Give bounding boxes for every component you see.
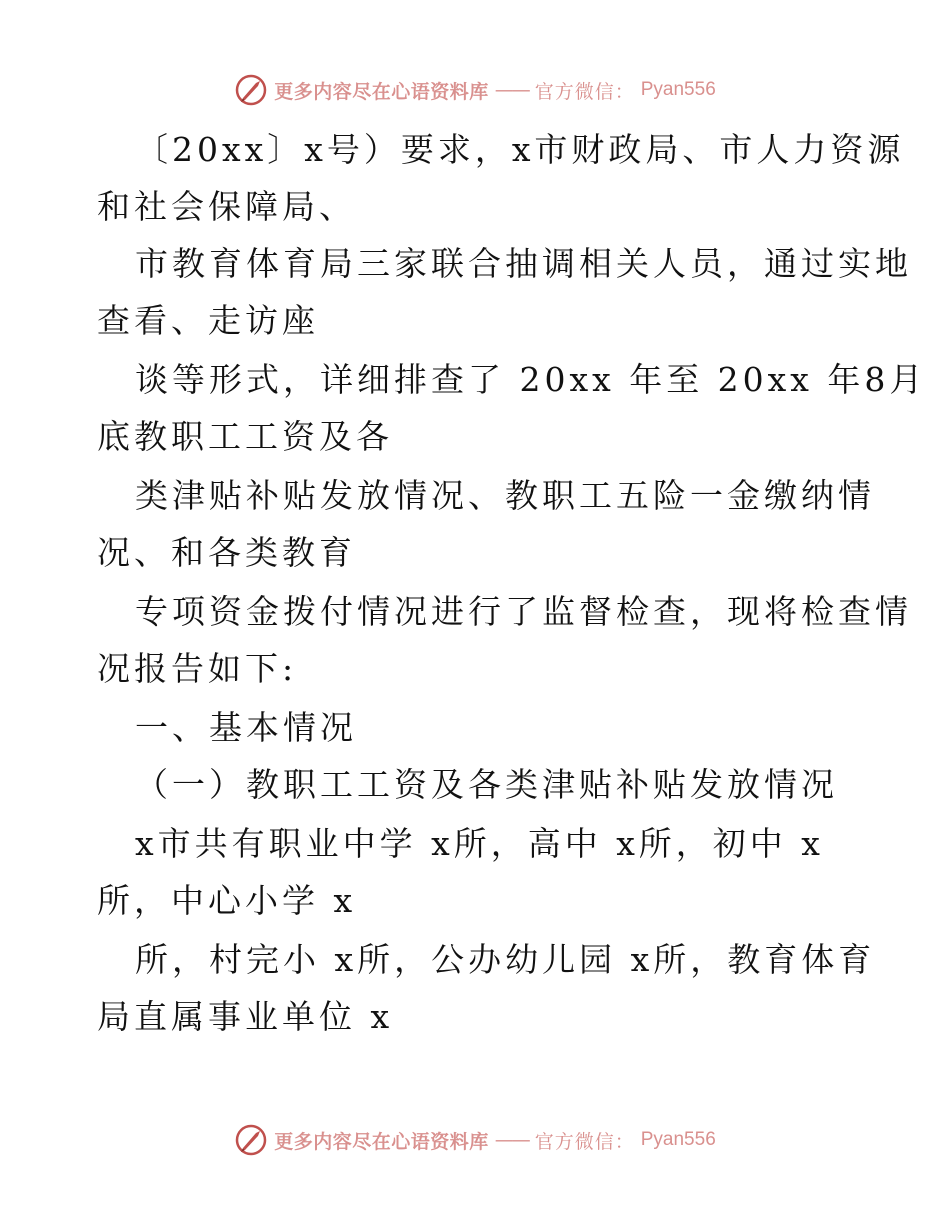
brand-contact-label: 官方微信： bbox=[534, 80, 635, 103]
text-line: 局直属事业单位 x bbox=[97, 997, 394, 1036]
text-line: 所，村完小 x所，公办幼儿园 x所，教育体育 bbox=[135, 940, 876, 979]
text-line: 市教育体育局三家联合抽调相关人员，通过实地 bbox=[135, 244, 912, 283]
header-watermark bbox=[0, 70, 950, 110]
text-line: 类津贴补贴发放情况、教职工五险一金缴纳情 bbox=[135, 476, 875, 515]
text-line: 况报告如下: bbox=[97, 649, 298, 688]
brand-contact-handle: Pyan556 bbox=[640, 79, 716, 100]
text-line: 所，中心小学 x bbox=[97, 881, 357, 920]
brand-separator: —— bbox=[494, 1129, 529, 1151]
footer-watermark bbox=[0, 1120, 950, 1160]
brand-contact-handle: Pyan556 bbox=[640, 1129, 716, 1150]
brand-slogan: 更多内容尽在心语资料库 bbox=[274, 1130, 489, 1153]
quill-pen-logo-icon bbox=[234, 73, 268, 107]
quill-pen-logo-icon bbox=[234, 1123, 268, 1157]
text-line: 专项资金拨付情况进行了监督检查，现将检查情 bbox=[135, 592, 912, 631]
text-line: x市共有职业中学 x所，高中 x所，初中 x bbox=[135, 824, 824, 863]
text-line: 底教职工工资及各 bbox=[97, 417, 393, 456]
text-line: 和社会保障局、 bbox=[97, 187, 356, 226]
section-heading: 一、基本情况 bbox=[135, 708, 357, 747]
text-line: 谈等形式，详细排查了 20xx 年至 20xx 年8月 bbox=[135, 360, 927, 399]
text-line: 查看、走访座 bbox=[97, 301, 319, 340]
brand-separator: —— bbox=[494, 79, 529, 101]
brand-slogan: 更多内容尽在心语资料库 bbox=[274, 80, 489, 103]
brand-contact-label: 官方微信： bbox=[534, 1130, 635, 1153]
text-line: 况、和各类教育 bbox=[97, 533, 356, 572]
subsection-heading: （一）教职工工资及各类津贴补贴发放情况 bbox=[135, 765, 838, 804]
text-line: 〔20xx〕x号）要求，x市财政局、市人力资源 bbox=[135, 130, 905, 169]
